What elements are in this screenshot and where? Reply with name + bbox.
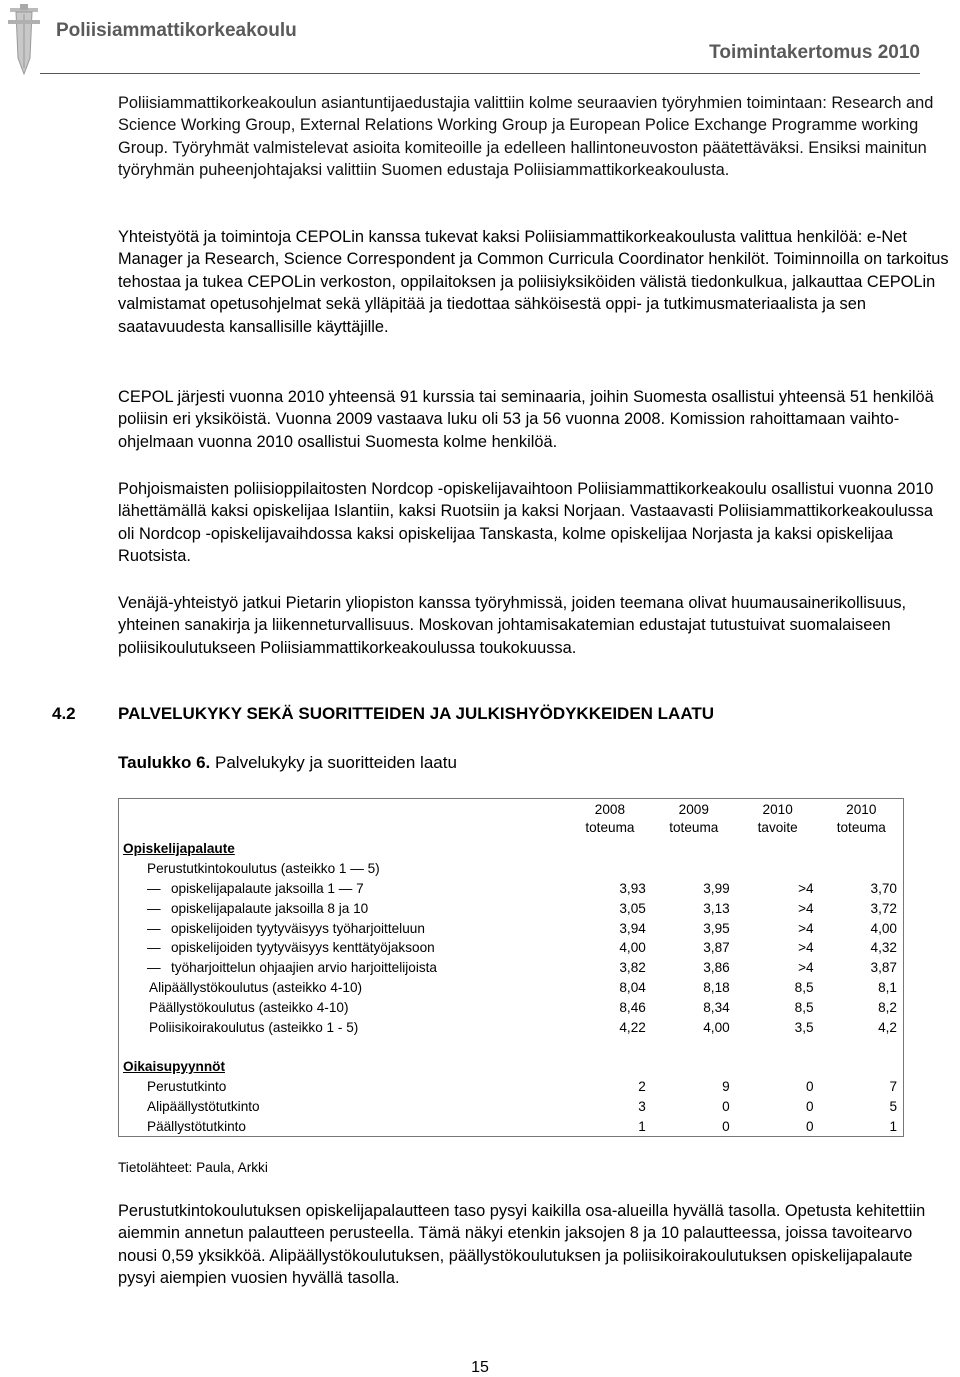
column-header: 2010 toteuma: [836, 802, 886, 835]
paragraph-russia: Venäjä-yhteistyö jatkui Pietarin yliopiston kanssa työryhmissä, joiden teemana olivat huumausainerikollisuus, yhteinen sanakirja ja liikenneturvallisuus. Moskovan johtamisakatemian edustajat tutustuivat suomalaiseen poliisikoulutukseen Poliisiammattikorkeakoulussa toukokuussa.: [118, 594, 907, 657]
row-label: opiskelijapalaute jaksoilla 8 ja 10: [171, 900, 369, 916]
table-caption-label: Taulukko 6.: [118, 753, 211, 772]
paragraph-working-groups: Poliisiammattikorkeakoulun asiantuntijaedustajia valittiin kolme seuraavien työryhmien toimintaan: Research and Science Working Group, External Relations Working Group ja European Police Exchange Programme working Group. Työryhmät valmistelevat asioita komiteoille ja edelleen hallintoneuvoston päätettäväksi. Ensiksi mainitun työryhmän puheenjohtajaksi valittiin Suomen edustaja Poliisiammattikorkeakoulusta.: [118, 94, 934, 180]
column-header: 2008 toteuma: [585, 802, 635, 835]
table-container: [118, 798, 904, 1158]
row-label: työharjoittelun ohjaajien arvio harjoittelijoista: [171, 960, 437, 976]
group-label: Opiskelijapalaute: [123, 841, 235, 857]
section-heading: [52, 704, 932, 724]
table-group-row: [119, 1057, 904, 1077]
section-number: 4.2: [52, 704, 76, 723]
table-caption: [118, 753, 457, 773]
table-row: — työharjoittelun ohjaajien arvio harjoittelijoista 3,82 3,86 >4 3,87: [147, 960, 897, 976]
table-row: — opiskelijapalaute jaksoilla 1 — 7 3,93 3,99 >4 3,70: [147, 880, 897, 896]
row-label: Alipäällystökoulutus (asteikko 4-10): [149, 979, 363, 995]
subgroup-label: Perustutkintokoulutus (asteikko 1 — 5): [147, 861, 380, 877]
table-row: — opiskelijoiden tyytyväisyys työharjoitteluun 3,94 3,95 >4 4,00: [147, 920, 897, 936]
column-header: 2010 tavoite: [757, 802, 798, 835]
row-label: Alipäällystötutkinto: [147, 1098, 260, 1114]
table-row: Päällystötutkinto 1 0 0 1: [119, 1116, 904, 1136]
paragraph-feedback-summary: Perustutkintokoulutuksen opiskelijapalautteen taso pysyi kaikilla osa-alueilla hyvällä tasolla. Opetusta kehitettiin aiemmin annetun palautteen perusteella. Tämä näkyi etenkin jaksojen 8 ja 10 palautteessa, joissa tavoitearvo nousi 0,59 yksikköä. Alipäällystökoulutuksen, päällystökoulutuksen ja poliisikoirakoulutuksen opiskelijapalaute pysyi aiempien vuosien hyvällä tasolla.: [118, 1202, 926, 1288]
page-number: 15: [471, 1359, 489, 1376]
table-row: Alipäällystökoulutus (asteikko 4-10) 8,04 8,18 8,5 8,1: [119, 978, 904, 998]
paragraph-nordcop: Pohjoismaisten poliisioppilaitosten Nordcop -opiskelijavaihtoon Poliisiammattikorkeakoulu osallistui vuonna 2010 lähettämällä kaksi opiskelijaa Islantiin, kaksi Ruotsiin ja kaksi Norjaan. Vastaavasti Poliisiammattikorkeakoulussa oli Nordcop -opiskelijavaihdossa kaksi opiskelijaa Tanskasta, kolme opiskelijaa Norjasta ja kaksi opiskelijaa Ruotsista.: [118, 480, 934, 566]
section-title: PALVELUKYKY SEKÄ SUORITTEIDEN JA JULKISHYÖDYKKEIDEN LAATU: [118, 704, 715, 723]
service-quality-table: [118, 798, 904, 1137]
row-label: Poliisikoirakoulutus (asteikko 1 - 5): [149, 1019, 359, 1035]
dash-bullet: —: [147, 900, 161, 916]
column-header: 2009 toteuma: [669, 802, 719, 835]
table-row: Poliisikoirakoulutus (asteikko 1 - 5) 4,22 4,00 3,5 4,2: [119, 1017, 904, 1037]
table-row: — opiskelijoiden tyytyväisyys kenttätyöjaksoon 4,00 3,87 >4 4,32: [147, 940, 897, 956]
table-spacer-row: [119, 1037, 904, 1057]
table-header-row: [119, 799, 904, 840]
paragraph-cepol-courses: CEPOL järjesti vuonna 2010 yhteensä 91 kurssia tai seminaaria, joihin Suomesta osallistui yhteensä 51 henkilöä poliisin eri yksiköistä. Vuonna 2009 vastaava luku oli 53 ja 56 vuonna 2008. Komission rahoittamaan vaihto-ohjelmaan vuonna 2010 osallistui Suomesta kolme henkilöä.: [118, 388, 934, 451]
police-sword-emblem-icon: [4, 2, 44, 80]
table-row: Perustutkinto 2 9 0 7: [119, 1077, 904, 1097]
row-label: opiskelijoiden tyytyväisyys työharjoitteluun: [171, 920, 425, 936]
table-row: Päällystökoulutus (asteikko 4-10) 8,46 8,34 8,5 8,2: [119, 997, 904, 1017]
dash-bullet: —: [147, 920, 161, 936]
row-label: Päällystökoulutus (asteikko 4-10): [149, 999, 349, 1015]
table-group-row: [119, 839, 904, 859]
organization-name: Poliisiammattikorkeakoulu: [56, 20, 297, 41]
page-header: [0, 0, 960, 90]
dash-bullet: —: [147, 960, 161, 976]
table-subgroup-row: [119, 859, 904, 879]
dash-bullet: —: [147, 880, 161, 896]
paragraph-cepol-cooperation: Yhteistyötä ja toimintoja CEPOLin kanssa tukevat kaksi Poliisiammattikorkeakoulusta valittua henkilöä: e-Net Manager ja Research, Science Correspondent ja Common Curricula Coordinator henkilöt. Toiminnoilla on tarkoitus tehostaa ja tukea CEPOLin verkoston, oppilaitoksen ja poliisiyksiköiden välistä tiedonkulkua, jalkauttaa CEPOLin valmistamat opetusohjelmat sekä ylläpitää ja tiedottaa sähköisestä oppi- ja tutkimusmateriaalista ja sen saatavuudesta kansallisille käyttäjille.: [118, 228, 949, 336]
group-label: Oikaisupyynnöt: [123, 1059, 225, 1075]
table-row: Alipäällystötutkinto 3 0 0 5: [119, 1096, 904, 1116]
table-source: Tietolähteet: Paula, Arkki: [118, 1160, 268, 1175]
row-label: Perustutkinto: [147, 1078, 227, 1094]
row-label: opiskelijapalaute jaksoilla 1 — 7: [171, 880, 364, 896]
report-title: Toimintakertomus 2010: [709, 42, 920, 63]
row-label: Päällystötutkinto: [147, 1118, 246, 1134]
table-row: — opiskelijapalaute jaksoilla 8 ja 10 3,05 3,13 >4 3,72: [147, 900, 897, 916]
row-label: opiskelijoiden tyytyväisyys kenttätyöjaksoon: [171, 940, 435, 956]
header-divider: [40, 73, 920, 74]
table-caption-text: Palvelukyky ja suoritteiden laatu: [215, 753, 457, 772]
dash-bullet: —: [147, 940, 161, 956]
